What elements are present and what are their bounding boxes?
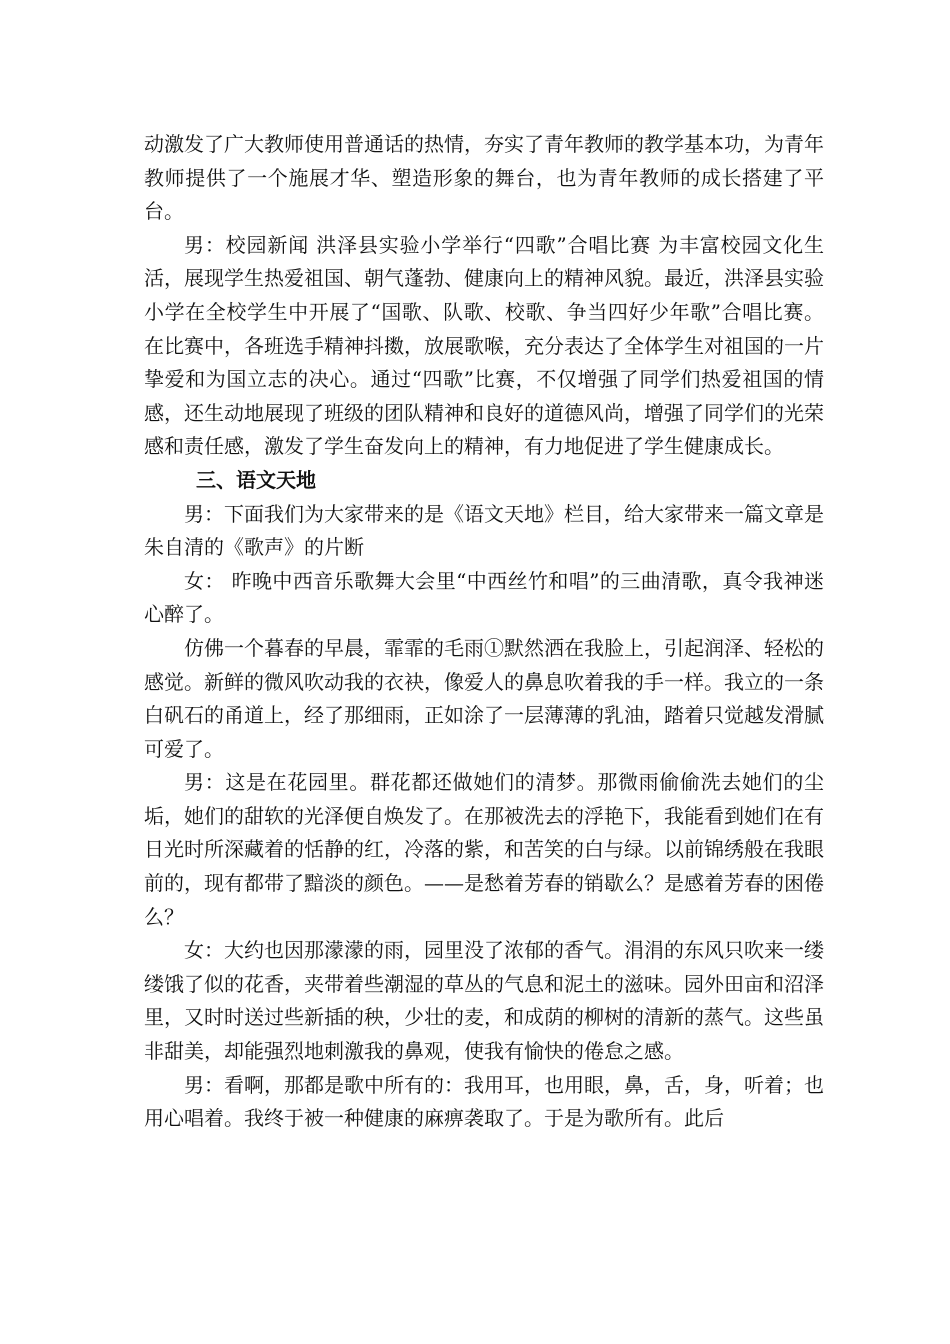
document-body [144,128,824,1136]
paragraph-male-garden: 男：这是在花园里。群花都还做她们的清梦。那微雨偷偷洗去她们的尘垢，她们的甜软的光泽便自焕发了。在那被洗去的浮艳下，我能看到她们在有日光时所深藏着的恬静的红，冷落的紫，和苦笑的白与绿。以前锦绣般在我眼前的，现有都带了黯淡的颜色。——是愁着芳春的销歇么？是感着芳春的困倦么？ [144,770,824,929]
paragraph-intro: 男：下面我们为大家带来的是《语文天地》栏目，给大家带来一篇文章是朱自清的《歌声》的片断 [144,501,824,560]
paragraph-male-song: 男：看啊，那都是歌中所有的：我用耳，也用眼，鼻，舌，身，听着；也用心唱着。我终于被一种健康的麻痹袭取了。于是为歌所有。此后 [144,1072,824,1131]
paragraph-female-2: 女：大约也因那濛濛的雨，园里没了浓郁的香气。涓涓的东风只吹来一缕缕饿了似的花香，夹带着些潮湿的草丛的气息和泥土的滋味。园外田亩和沼泽里，又时时送过些新插的秧，少壮的麦，和成荫的柳树的清新的蒸气。这些虽非甜美，却能强烈地刺激我的鼻观，使我有愉快的倦怠之感。 [144,938,824,1064]
paragraph-female-1: 女： 昨晚中西音乐歌舞大会里“中西丝竹和唱”的三曲清歌，真令我神迷心醉了。 [144,568,824,627]
paragraph-narrative: 仿佛一个暮春的早晨，霏霏的毛雨①默然洒在我脸上，引起润泽、轻松的感觉。新鲜的微风吹动我的衣袂，像爱人的鼻息吹着我的手一样。我立的一条白矾石的甬道上，经了那细雨，正如涂了一层薄薄的乳油，踏着只觉越发滑腻可爱了。 [144,635,824,761]
section-heading: 三、语文天地 [196,467,316,492]
paragraph-continuation: 动激发了广大教师使用普通话的热情，夯实了青年教师的教学基本功，为青年教师提供了一个施展才华、塑造形象的舞台，也为青年教师的成长搭建了平台。 [144,132,824,224]
paragraph-campus-news: 男：校园新闻 洪泽县实验小学举行“四歌”合唱比赛 为丰富校园文化生活，展现学生热爱祖国、朝气蓬勃、健康向上的精神风貌。最近，洪泽县实验小学在全校学生中开展了“国歌、队歌、校歌、争当四好少年歌”合唱比赛。在比赛中，各班选手精神抖擞，放展歌喉，充分表达了全体学生对祖国的一片挚爱和为国立志的决心。通过“四歌”比赛，不仅增强了同学们热爱祖国的情感，还生动地展现了班级的团队精神和良好的道德风尚，增强了同学们的光荣感和责任感，激发了学生奋发向上的精神，有力地促进了学生健康成长。 [144,232,824,459]
